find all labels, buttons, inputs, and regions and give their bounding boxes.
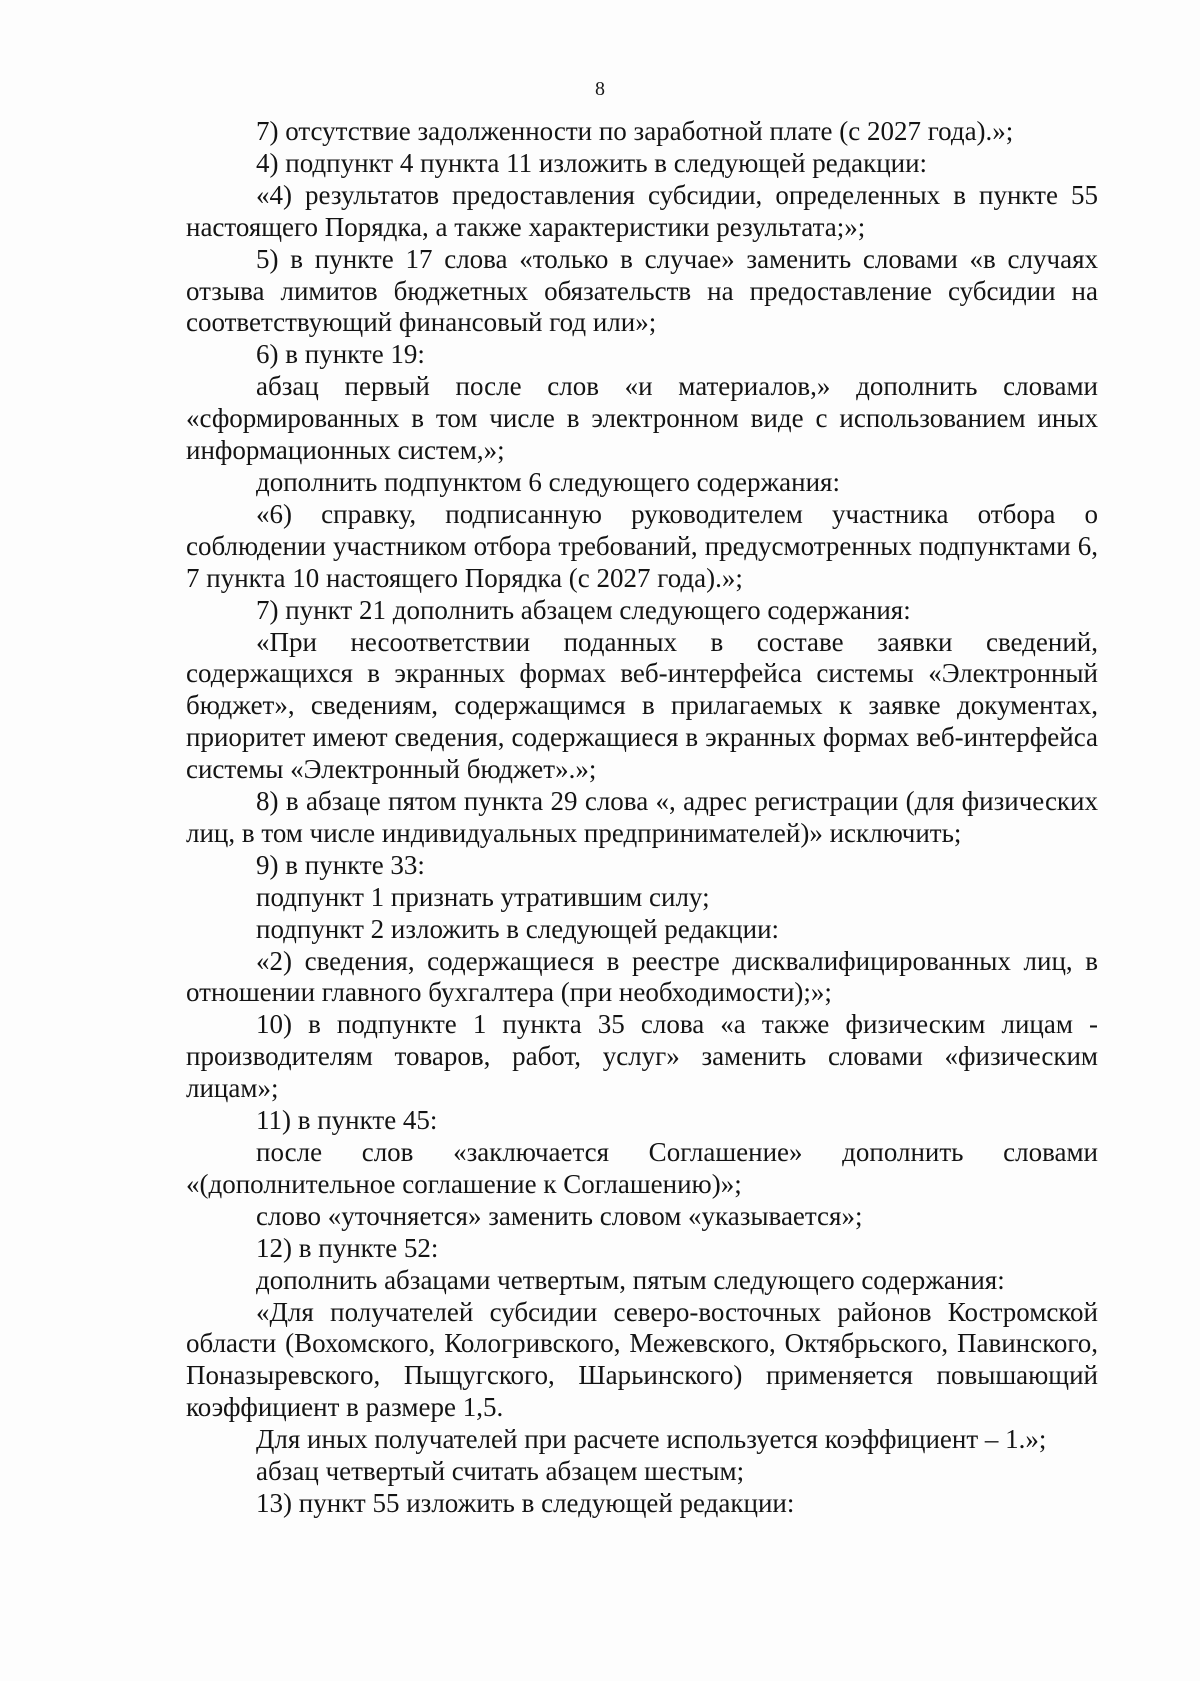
paragraph: «4) результатов предоставления субсидии, определенных в пункте 55 настоящего Порядка, а также характеристики результата;»;: [186, 179, 1098, 242]
paragraph: 4) подпункт 4 пункта 11 изложить в следующей редакции:: [256, 147, 928, 178]
paragraph: 8) в абзаце пятом пункта 29 слова «, адрес регистрации (для физических лиц, в том числе индивидуальных предпринимателей)» исключить;: [186, 786, 1098, 848]
paragraph: слово «уточняется» заменить словом «указывается»;: [256, 1200, 863, 1231]
paragraph: 6) в пункте 19:: [256, 339, 425, 370]
paragraph: «При несоответствии поданных в составе заявки сведений, содержащихся в экранных формах веб-интерфейса системы «Электронный бюджет», сведениям, содержащимся в прилагаемых к заявке документах, приоритет имеют сведения, содержащиеся в экранных формах веб-интерфейса системы «Электронный бюджет».»;: [186, 626, 1098, 785]
paragraph: 10) в подпункте 1 пункта 35 слова «а также физическим лицам - производителям товаров, работ, услуг» заменить словами «физическим лицам»;: [186, 1009, 1098, 1104]
paragraph: Для иных получателей при расчете используется коэффициент – 1.»;: [256, 1424, 1047, 1455]
paragraph: подпункт 1 признать утратившим силу;: [256, 881, 710, 912]
paragraph: 7) отсутствие задолженности по заработной плате (с 2027 года).»;: [256, 116, 1014, 146]
page-number: 8: [595, 78, 605, 100]
paragraph: дополнить абзацами четвертым, пятым следующего содержания:: [256, 1264, 1005, 1295]
paragraph: подпункт 2 изложить в следующей редакции:: [256, 913, 780, 944]
document-body: [186, 116, 1098, 1520]
paragraph: 9) в пункте 33:: [256, 849, 425, 880]
paragraph: «6) справку, подписанную руководителем участника отбора о соблюдении участником отбора требований, предусмотренных подпунктами 6, 7 пункта 10 настоящего Порядка (с 2027 года).»;: [186, 498, 1098, 593]
paragraph: «Для получателей субсидии северо-восточных районов Костромской области (Вохомского, Кологривского, Межевского, Октябрьского, Павинского, Поназыревского, Пыщугского, Шарьинского) применяется повышающий коэффициент в размере 1,5.: [186, 1296, 1098, 1423]
paragraph: 13) пункт 55 изложить в следующей редакции:: [256, 1487, 795, 1518]
paragraph: «2) сведения, содержащиеся в реестре дисквалифицированных лиц, в отношении главного бухгалтера (при необходимости);»;: [186, 945, 1098, 1008]
paragraph: 11) в пункте 45:: [256, 1105, 438, 1136]
paragraph: 12) в пункте 52:: [256, 1232, 439, 1263]
paragraph: после слов «заключается Соглашение» дополнить словами «(дополнительное соглашение к Соглашению)»;: [186, 1137, 1098, 1199]
paragraph: 7) пункт 21 дополнить абзацем следующего содержания:: [256, 594, 911, 625]
paragraph: дополнить подпунктом 6 следующего содержания:: [256, 466, 840, 497]
paragraph: абзац первый после слов «и материалов,» дополнить словами «сформированных в том числе в электронном виде с использованием иных информационных систем,»;: [186, 371, 1098, 466]
paragraph: 5) в пункте 17 слова «только в случае» заменить словами «в случаях отзыва лимитов бюджетных обязательств на предоставление субсидии на соответствующий финансовый год или»;: [186, 243, 1098, 338]
paragraph: абзац четвертый считать абзацем шестым;: [256, 1456, 745, 1487]
